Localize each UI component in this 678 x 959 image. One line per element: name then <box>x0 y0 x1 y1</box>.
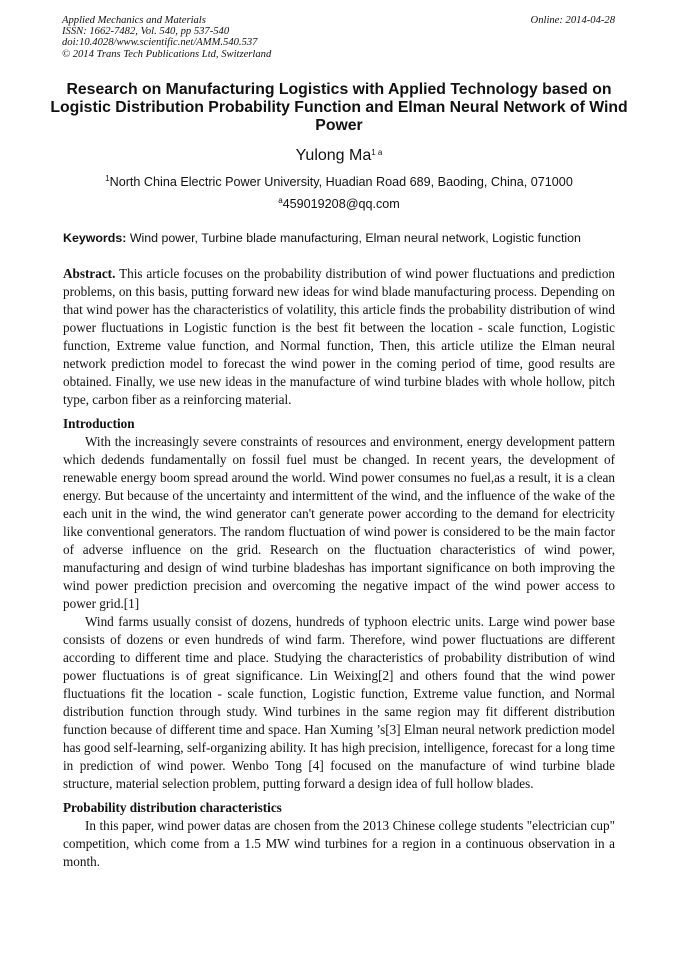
keywords-label: Keywords: <box>63 231 127 245</box>
author-line <box>0 146 678 166</box>
email-superscript: a <box>278 196 283 205</box>
journal-header <box>62 15 615 60</box>
body-column <box>63 265 615 871</box>
intro-paragraph-2: Wind farms usually consist of dozens, hundreds of typhoon electric units. Large wind power base consists of dozens or even hundreds of wind farm. Therefore, wind power fluctuations are different according to different time and place. Studying the characteristics of probability distribution of wind power fluctuations is of great significance. Lin Weixing[2] and others found that the wind power fluctuations fit the location - scale function, Logistic function, Extreme value function, and Normal distribution function through study. Wind turbines in the same region may fit different distribution function because of different time and space. Han Xuming ’s[3] Elman neural network prediction model has good self-learning, self-organizing ability. It has high precision, intelligence, forecast for a long time in prediction of wind power. Wenbo Tong [4] focused on the manufacture of wind turbine blade structure, material selection problem, putting forward a design idea of full hollow blades. <box>63 614 615 791</box>
abstract-paragraph <box>63 265 615 409</box>
affiliation-superscript: 1 <box>105 174 110 183</box>
abstract-text: This article focuses on the probability distribution of wind power fluctuations and prediction problems, on this basis, putting forward new ideas for wind blade manufacturing process. Depending on that wind power has the characteristics of volatility, this article finds the probability distribution of wind power fluctuations in Logistic function is the best fit between the location - scale function, Logistic function, Extreme value function, and Normal function, Then, this article utilize the Elman neural network prediction model to forecast the wind power in the coming period of time, good results are obtained. Finally, we use new ideas in the manufacture of wind turbine blades with whole hollow, pitch type, carbon fiber as a reinforcing material. <box>63 266 616 407</box>
affiliation-line <box>0 174 678 190</box>
section-heading-probability: Probability distribution characteristics <box>63 800 282 815</box>
affiliation-text: North China Electric Power University, Huadian Road 689, Baoding, China, 071000 <box>109 175 573 189</box>
author-email: 459019208@qq.com <box>282 197 400 211</box>
paper-title: Research on Manufacturing Logistics with Applied Technology based on Logistic Distribution Probability Function and Elman Neural Network of Wind Power <box>50 81 628 134</box>
section-heading-introduction: Introduction <box>63 416 135 431</box>
abstract-label: Abstract. <box>63 266 116 281</box>
keywords-text: Wind power, Turbine blade manufacturing, Elman neural network, Logistic function <box>129 231 581 245</box>
journal-doi: doi:10.4028/www.scientific.net/AMM.540.537 <box>62 37 258 49</box>
author-superscript: 1 a <box>371 148 383 157</box>
journal-issn: ISSN: 1662-7482, Vol. 540, pp 537-540 <box>62 26 230 38</box>
email-line <box>0 196 678 212</box>
journal-name: Applied Mechanics and Materials <box>62 15 206 26</box>
author-name: Yulong Ma <box>295 147 372 164</box>
journal-copyright: © 2014 Trans Tech Publications Ltd, Switzerland <box>62 48 272 60</box>
online-date: Online: 2014-04-28 <box>530 15 615 26</box>
keywords-line <box>63 230 615 246</box>
probability-paragraph-1: In this paper, wind power datas are chosen from the 2013 Chinese college students "electrician cup" competition, which come from a 1.5 MW wind turbines for a region in a continuous observation in a month. <box>63 818 615 869</box>
intro-paragraph-1: With the increasingly severe constraints of resources and environment, energy development pattern which dedends fundamentally on fossil fuel must be changed. In recent years, the development of renewable energy boom spread around the world. Wind power consumes no fuel,as a result, it is a clean energy. But because of the uncertainty and intermittent of the wind, and the influence of the wake of the each unit in the wind, the wind generator can't generate power according to the demand for electricity like conventional generators. The random fluctuation of wind power is considered to be the main factor of adverse influence on the grid. Research on the fluctuation characteristics of wind power, manufacturing and design of wind turbine bladeshas has important significance on both improving the wind power prediction precision and overcoming the negative impact of the wind power access to power grid.[1] <box>63 434 615 611</box>
